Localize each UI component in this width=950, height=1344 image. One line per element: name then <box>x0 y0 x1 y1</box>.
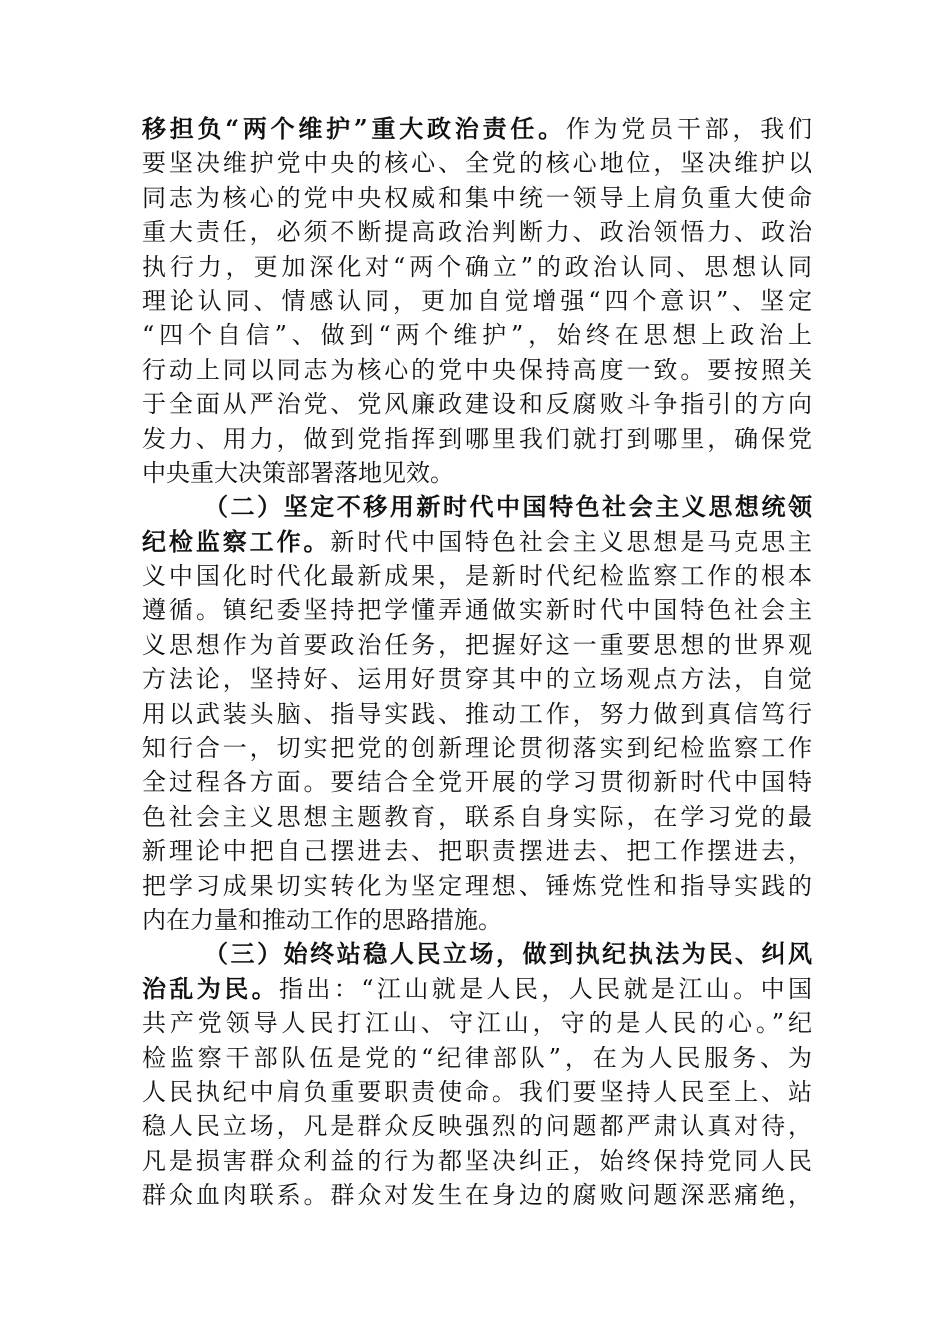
text-line <box>142 869 812 903</box>
text-line <box>142 112 812 146</box>
text-line <box>142 1041 812 1075</box>
body-text: 用以武装头脑、指导实践、推动工作，努力做到真信笃行 <box>142 699 812 728</box>
text-line <box>142 318 812 352</box>
bold-heading-text: （二）坚定不移用新时代中国特色社会主义思想统领 <box>204 492 812 522</box>
body-text: 执行力，更加深化对“两个确立”的政治认同、思想认同 <box>142 252 812 281</box>
body-text: 凡是损害群众利益的行为都坚决纠正，始终保持党同人民 <box>142 1146 812 1175</box>
text-line <box>142 937 812 971</box>
text-line <box>142 697 812 731</box>
text-line <box>142 628 812 662</box>
body-text: 指出：“江山就是人民，人民就是江山。中国 <box>279 974 812 1003</box>
text-line <box>142 490 812 524</box>
text-line <box>142 250 812 284</box>
body-text: 新时代中国特色社会主义思想是马克思主 <box>330 527 813 556</box>
body-text: 发力、用力，做到党指挥到哪里我们就打到哪里，确保党 <box>142 424 812 453</box>
text-line <box>142 284 812 318</box>
body-text: 共产党领导人民打江山、守江山，守的是人民的心。”纪 <box>142 1009 812 1038</box>
text-line <box>142 834 812 868</box>
body-text: 行动上同以同志为核心的党中央保持高度一致。要按照关 <box>142 355 812 384</box>
text-line <box>142 387 812 421</box>
body-text: 群众血肉联系。群众对发生在身边的腐败问题深恶痛绝， <box>142 1181 812 1210</box>
text-line <box>142 593 812 627</box>
text-line <box>142 146 812 180</box>
text-line <box>142 456 812 490</box>
text-line <box>142 903 812 937</box>
text-line <box>142 1075 812 1109</box>
body-text: “四个自信”、做到“两个维护”，始终在思想上政治上 <box>142 321 812 350</box>
text-line <box>142 422 812 456</box>
body-text: 检监察干部队伍是党的“纪律部队”，在为人民服务、为 <box>142 1043 812 1072</box>
bold-heading-text: 移担负“两个维护”重大政治责任。 <box>142 114 566 143</box>
body-text: 要坚决维护党中央的核心、全党的核心地位，坚决维护以 <box>142 149 812 178</box>
text-line <box>142 1006 812 1040</box>
bold-heading-text: （三）始终站稳人民立场，做到执纪执法为民、纠风 <box>204 939 812 969</box>
body-text: 理论认同、情感认同，更加自觉增强“四个意识”、坚定 <box>142 286 812 315</box>
text-line <box>142 972 812 1006</box>
text-line <box>142 559 812 593</box>
text-line <box>142 525 812 559</box>
text-line <box>142 1178 812 1212</box>
body-text: 全过程各方面。要结合全党开展的学习贯彻新时代中国特 <box>142 768 812 797</box>
text-line <box>142 1144 812 1178</box>
text-line <box>142 662 812 696</box>
body-text: 同志为核心的党中央权威和集中统一领导上肩负重大使命 <box>142 183 812 212</box>
body-text: 方法论，坚持好、运用好贯穿其中的立场观点方法，自觉 <box>142 665 812 694</box>
body-text: 重大责任，必须不断提高政治判断力、政治领悟力、政治 <box>142 218 812 247</box>
text-line <box>142 800 812 834</box>
text-line <box>142 1109 812 1143</box>
body-text: 内在力量和推动工作的思路措施。 <box>142 905 502 934</box>
text-line <box>142 765 812 799</box>
bold-heading-text: 纪检监察工作。 <box>142 526 331 556</box>
body-text: 新理论中把自己摆进去、把职责摆进去、把工作摆进去， <box>142 837 812 866</box>
text-line <box>142 353 812 387</box>
paragraph <box>142 490 812 937</box>
text-line <box>142 731 812 765</box>
body-text: 于全面从严治党、党风廉政建设和反腐败斗争指引的方向 <box>142 390 812 419</box>
text-line <box>142 181 812 215</box>
body-text: 稳人民立场，凡是群众反映强烈的问题都严肃认真对待， <box>142 1112 812 1141</box>
bold-heading-text: 治乱为民。 <box>142 973 280 1003</box>
body-text: 义中国化时代化最新成果，是新时代纪检监察工作的根本 <box>142 562 812 591</box>
body-text: 义思想作为首要政治任务，把握好这一重要思想的世界观 <box>142 630 812 659</box>
body-text: 作为党员干部，我们 <box>565 115 813 143</box>
body-text: 人民执纪中肩负重要职责使命。我们要坚持人民至上、站 <box>142 1077 812 1106</box>
paragraph <box>142 937 812 1212</box>
document-page <box>142 112 812 1213</box>
text-line <box>142 215 812 249</box>
body-text: 中央重大决策部署落地见效。 <box>142 458 454 487</box>
body-text: 知行合一，切实把党的创新理论贯彻落实到纪检监察工作 <box>142 734 812 763</box>
body-text: 遵循。镇纪委坚持把学懂弄通做实新时代中国特色社会主 <box>142 596 812 625</box>
body-text: 把学习成果切实转化为坚定理想、锤炼党性和指导实践的 <box>142 871 812 900</box>
body-text: 色社会主义思想主题教育，联系自身实际，在学习党的最 <box>142 802 812 831</box>
paragraph <box>142 112 812 490</box>
